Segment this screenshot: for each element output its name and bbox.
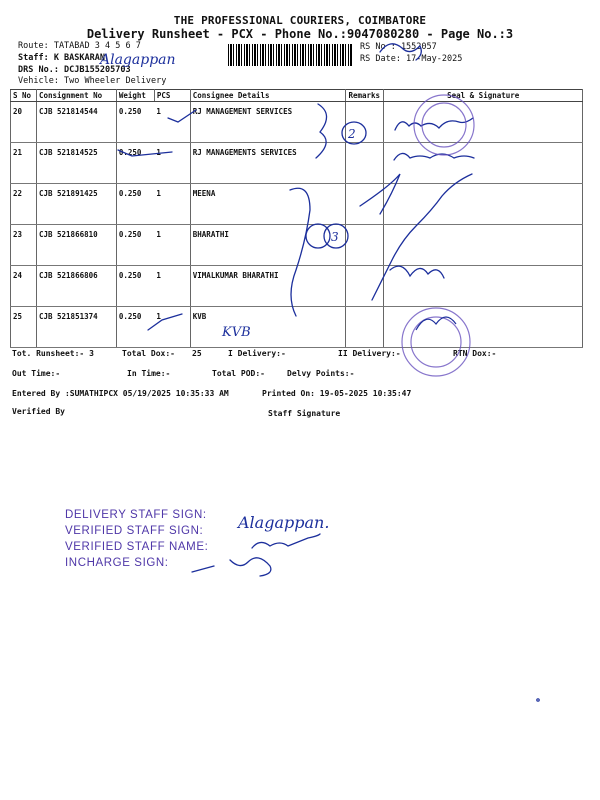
rs-scribble-mark: [380, 44, 421, 60]
company-name: THE PROFESSIONAL COURIERS, COIMBATORE: [173, 14, 427, 27]
remark-number: 3: [331, 230, 339, 244]
cell-weight: 0.250: [116, 143, 154, 184]
delivery-staff-name-handwriting: Alagappan.: [238, 513, 330, 532]
cell-sno: 23: [11, 225, 37, 266]
cell-pcs: 1: [154, 225, 190, 266]
rs-number: RS No : 1552057: [360, 42, 437, 52]
signature-scribble: [394, 153, 474, 160]
scrawl-mark: [360, 174, 400, 214]
cell-consignment: CJB 521814525: [36, 143, 116, 184]
stamp-verified-staff-name: VERIFIED STAFF NAME:: [65, 541, 209, 553]
cell-weight: 0.250: [116, 266, 154, 307]
cell-sno: 21: [11, 143, 37, 184]
brace-mark: [316, 104, 327, 158]
stamp-verified-staff-sign: VERIFIED STAFF SIGN:: [65, 525, 204, 537]
tick-mark: [118, 150, 172, 156]
cell-consignee: RJ MANAGEMENT SERVICES: [190, 102, 346, 143]
signature-scribble: [416, 317, 456, 330]
signature-scribble: [252, 534, 320, 548]
total-runsheet: Tot. Runsheet:- 3: [12, 349, 94, 358]
cell-consignee: VIMALKUMAR BHARATHI: [190, 266, 346, 307]
total-pod: Total POD:-: [212, 369, 265, 378]
cell-pcs: 1: [154, 184, 190, 225]
cell-sno: 24: [11, 266, 37, 307]
cell-sno: 22: [11, 184, 37, 225]
remark-circle: [306, 224, 330, 248]
entered-by: Entered By :SUMATHIPCX 05/19/2025 10:35:33 AM: [12, 389, 229, 398]
cell-consignment: CJB 521814544: [36, 102, 116, 143]
signature-scribble: [395, 118, 473, 130]
seal-stamp-icon: [402, 308, 470, 376]
cell-sno: 20: [11, 102, 37, 143]
cell-consignee: MEENA: [190, 184, 346, 225]
col-header-sno: S No: [11, 90, 37, 102]
col-header-seal: Seal & Signature: [384, 90, 583, 102]
seal-stamp-icon: [422, 103, 466, 147]
cell-consignee: RJ MANAGEMENTS SERVICES: [190, 143, 346, 184]
cell-pcs: 1: [154, 143, 190, 184]
col-header-consignee: Consignee Details: [190, 90, 346, 102]
cell-consignee: BHARATHI: [190, 225, 346, 266]
stamp-delivery-staff-sign: DELIVERY STAFF SIGN:: [65, 509, 207, 521]
in-time: In Time:-: [127, 369, 171, 378]
scrawl-mark: [290, 188, 310, 316]
col-header-pcs: PCS: [154, 90, 190, 102]
cell-sno: 25: [11, 307, 37, 348]
cell-weight: 0.250: [116, 102, 154, 143]
cell-consignment: CJB 521851374: [36, 307, 116, 348]
total-dox-label: Total Dox:-: [122, 349, 175, 358]
cell-pcs: 1: [154, 266, 190, 307]
col-header-consignment: Consignment No: [36, 90, 116, 102]
verified-by: Verified By: [12, 407, 65, 416]
staff-name-handwriting: Alagappan: [100, 52, 176, 68]
i-delivery: I Delivery:-: [228, 349, 286, 358]
tick-mark: [168, 110, 196, 122]
rs-date: RS Date: 17-May-2025: [360, 54, 463, 64]
remark-number: 2: [348, 127, 356, 141]
staff-signature-label: Staff Signature: [268, 409, 341, 418]
signature-scribble: [372, 174, 472, 300]
col-header-remarks: Remarks: [346, 90, 384, 102]
stamp-incharge-sign: INCHARGE SIGN:: [65, 557, 169, 569]
printed-on: Printed On: 19-05-2025 10:35:47: [262, 389, 412, 398]
signature-scribble: [390, 266, 444, 278]
ii-delivery: II Delivery:-: [338, 349, 401, 358]
signature-scribble: [192, 558, 271, 576]
cell-consignment: CJB 521866810: [36, 225, 116, 266]
runsheet-title: Delivery Runsheet - PCX - Phone No.:9047080280 - Page No.:3: [86, 27, 514, 41]
cell-consignment: CJB 521891425: [36, 184, 116, 225]
tick-mark: [148, 314, 182, 330]
out-time: Out Time:-: [12, 369, 61, 378]
cell-pcs: 1: [154, 102, 190, 143]
drs-number: DRS No.: DCJB155205703: [18, 65, 131, 75]
cell-pcs: 1: [154, 307, 190, 348]
kvb-handwriting: KVB: [222, 325, 251, 340]
vehicle-label: Vehicle: Two Wheeler Delivery: [18, 76, 167, 86]
cell-weight: 0.250: [116, 184, 154, 225]
speck-mark: [537, 699, 539, 701]
rtn-dox: RTN Dox:-: [453, 349, 497, 358]
col-header-weight: Weight: [116, 90, 154, 102]
total-dox-value: 25: [192, 349, 202, 358]
delvy-points: Delvy Points:-: [287, 369, 355, 378]
route-label: Route: TATABAD 3 4 5 6 7: [18, 41, 141, 51]
cell-weight: 0.250: [116, 307, 154, 348]
cell-consignee: KVB: [190, 307, 346, 348]
staff-label: Staff: K BASKARAN: [18, 53, 105, 63]
cell-consignment: CJB 521866806: [36, 266, 116, 307]
cell-weight: 0.250: [116, 225, 154, 266]
